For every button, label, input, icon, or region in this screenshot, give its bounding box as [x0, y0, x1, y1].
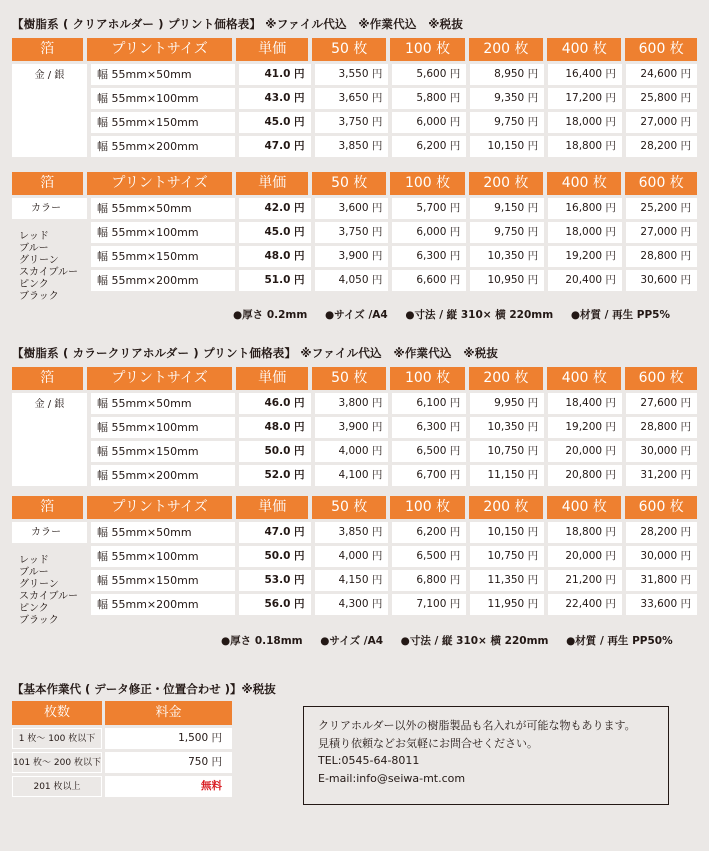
header-qty-400: 400 枚 — [547, 367, 621, 390]
foil-cell — [12, 198, 87, 302]
header-qty-600: 600 枚 — [625, 172, 697, 195]
table-row — [91, 522, 697, 543]
note-material: ●材質 / 再生 PP50% — [566, 635, 673, 647]
price-400: 18,800 円 — [548, 522, 622, 543]
price-50: 3,900 円 — [315, 246, 389, 267]
table-row — [91, 441, 697, 462]
price-100: 6,700 円 — [392, 465, 466, 486]
price-100: 6,100 円 — [392, 393, 466, 414]
note-size: ●サイズ /A4 — [320, 635, 384, 647]
foil-cell — [12, 522, 87, 626]
print-size: 幅 55mm×150mm — [91, 570, 235, 591]
price-100: 6,300 円 — [392, 246, 466, 267]
table-row — [91, 465, 697, 486]
price-200: 9,750 円 — [470, 112, 544, 133]
price-400: 19,200 円 — [548, 246, 622, 267]
header-foil: 箔 — [12, 367, 83, 390]
price-200: 8,950 円 — [470, 64, 544, 85]
email-address: E-mail:info@seiwa-mt.com — [318, 771, 466, 785]
header-print-size: プリントサイズ — [87, 172, 233, 195]
foil-cell — [12, 64, 87, 157]
price-600: 28,800 円 — [626, 246, 697, 267]
header-qty-400: 400 枚 — [547, 172, 621, 195]
unit-price: 42.0 円 — [239, 198, 310, 219]
price-200: 10,150 円 — [470, 136, 544, 157]
price-100: 6,600 円 — [392, 270, 466, 291]
header-qty-200: 200 枚 — [469, 172, 543, 195]
price-400: 19,200 円 — [548, 417, 622, 438]
foil-type: カラー レッド ブルー グリーン スカイブルー ピンク ブラック — [12, 522, 87, 627]
header-qty-400: 400 枚 — [547, 38, 621, 61]
table-header — [12, 38, 697, 61]
unit-price: 53.0 円 — [239, 570, 310, 591]
basic-work-header — [12, 701, 232, 725]
contact-info-box — [303, 706, 669, 805]
price-table — [12, 38, 697, 160]
fee-value-free: 無料 — [105, 776, 232, 797]
table-row — [91, 136, 697, 157]
price-400: 18,000 円 — [548, 112, 622, 133]
price-200: 9,150 円 — [470, 198, 544, 219]
price-50: 3,600 円 — [315, 198, 389, 219]
print-size: 幅 55mm×100mm — [91, 546, 235, 567]
header-qty-200: 200 枚 — [469, 38, 543, 61]
unit-price: 46.0 円 — [239, 393, 310, 414]
price-200: 10,950 円 — [470, 270, 544, 291]
section2-title: 【樹脂系 ( カラークリアホルダー ) プリント価格表】 ※ファイル代込 ※作業代込 ※税抜 — [12, 346, 499, 360]
print-size: 幅 55mm×200mm — [91, 270, 235, 291]
price-100: 6,500 円 — [392, 546, 466, 567]
price-50: 3,850 円 — [315, 522, 389, 543]
print-size: 幅 55mm×50mm — [91, 393, 235, 414]
print-size: 幅 55mm×150mm — [91, 112, 235, 133]
header-print-size: プリントサイズ — [87, 496, 233, 519]
quantity-range: 201 枚以上 — [12, 776, 102, 797]
header-qty-400: 400 枚 — [547, 496, 621, 519]
header-unit-price: 単価 — [236, 172, 308, 195]
quantity-range: 101 枚〜 200 枚以下 — [12, 752, 102, 773]
price-50: 4,000 円 — [315, 441, 389, 462]
foil-cell — [12, 393, 87, 486]
price-200: 11,150 円 — [470, 465, 544, 486]
print-size: 幅 55mm×150mm — [91, 246, 235, 267]
foil-type: 金 / 銀 — [34, 399, 65, 410]
header-qty-50: 50 枚 — [312, 496, 386, 519]
price-600: 30,600 円 — [626, 270, 697, 291]
header-qty-100: 100 枚 — [390, 496, 464, 519]
note-dimension: ●寸法 / 縦 310× 横 220mm — [405, 309, 554, 321]
print-size: 幅 55mm×50mm — [91, 64, 235, 85]
price-400: 20,400 円 — [548, 270, 622, 291]
basic-work-table — [12, 701, 232, 797]
price-100: 6,200 円 — [392, 522, 466, 543]
price-200: 9,750 円 — [470, 222, 544, 243]
unit-price: 45.0 円 — [239, 222, 310, 243]
unit-price: 51.0 円 — [239, 270, 310, 291]
table-header — [12, 367, 697, 390]
price-600: 28,200 円 — [626, 136, 697, 157]
unit-price: 50.0 円 — [239, 546, 310, 567]
header-qty-200: 200 枚 — [469, 367, 543, 390]
header-qty-100: 100 枚 — [390, 38, 464, 61]
print-size: 幅 55mm×200mm — [91, 136, 235, 157]
price-100: 6,300 円 — [392, 417, 466, 438]
price-50: 3,550 円 — [315, 64, 389, 85]
price-400: 18,800 円 — [548, 136, 622, 157]
unit-price: 41.0 円 — [239, 64, 310, 85]
print-size: 幅 55mm×100mm — [91, 88, 235, 109]
price-50: 3,800 円 — [315, 393, 389, 414]
unit-price: 47.0 円 — [239, 136, 310, 157]
unit-price: 47.0 円 — [239, 522, 310, 543]
header-print-size: プリントサイズ — [87, 38, 233, 61]
table-row — [91, 88, 697, 109]
header-unit-price: 単価 — [236, 496, 308, 519]
header-qty-50: 50 枚 — [312, 38, 386, 61]
price-400: 16,800 円 — [548, 198, 622, 219]
spec-notes — [233, 307, 670, 322]
price-600: 25,800 円 — [626, 88, 697, 109]
basic-work-title: 【基本作業代 ( データ修正・位置合わせ )】※税抜 — [12, 682, 276, 696]
price-table — [12, 496, 697, 626]
header-qty-200: 200 枚 — [469, 496, 543, 519]
quantity-range: 1 枚〜 100 枚以下 — [12, 728, 102, 749]
print-size: 幅 55mm×50mm — [91, 522, 235, 543]
note-thickness: ●厚さ 0.2mm — [233, 309, 308, 321]
unit-price: 45.0 円 — [239, 112, 310, 133]
print-size: 幅 55mm×200mm — [91, 594, 235, 615]
header-qty-100: 100 枚 — [390, 172, 464, 195]
table-row — [91, 393, 697, 414]
price-100: 7,100 円 — [392, 594, 466, 615]
spec-notes — [221, 633, 673, 648]
info-line: クリアホルダー以外の樹脂製品も名入れが可能な物もあります。 — [318, 719, 636, 732]
table-row — [91, 222, 697, 243]
price-200: 11,950 円 — [470, 594, 544, 615]
print-size: 幅 55mm×50mm — [91, 198, 235, 219]
price-600: 27,000 円 — [626, 222, 697, 243]
price-100: 6,500 円 — [392, 441, 466, 462]
price-600: 25,200 円 — [626, 198, 697, 219]
header-qty-50: 50 枚 — [312, 172, 386, 195]
header-qty-600: 600 枚 — [625, 367, 697, 390]
unit-price: 52.0 円 — [239, 465, 310, 486]
table-row — [91, 546, 697, 567]
price-400: 22,400 円 — [548, 594, 622, 615]
table-row — [12, 728, 232, 749]
price-600: 27,000 円 — [626, 112, 697, 133]
note-material: ●材質 / 再生 PP5% — [570, 309, 671, 321]
header-unit-price: 単価 — [236, 38, 308, 61]
price-50: 3,850 円 — [315, 136, 389, 157]
price-600: 33,600 円 — [626, 594, 697, 615]
price-600: 28,200 円 — [626, 522, 697, 543]
price-50: 4,000 円 — [315, 546, 389, 567]
price-400: 20,000 円 — [548, 441, 622, 462]
fee-value: 1,500 円 — [105, 728, 232, 749]
section1-title: 【樹脂系 ( クリアホルダー ) プリント価格表】 ※ファイル代込 ※作業代込 ※税抜 — [12, 17, 464, 31]
table-header — [12, 496, 697, 519]
price-600: 27,600 円 — [626, 393, 697, 414]
header-qty-50: 50 枚 — [312, 367, 386, 390]
price-table — [12, 172, 697, 302]
table-header — [12, 172, 697, 195]
price-400: 18,000 円 — [548, 222, 622, 243]
print-size: 幅 55mm×100mm — [91, 417, 235, 438]
price-50: 4,150 円 — [315, 570, 389, 591]
price-50: 4,300 円 — [315, 594, 389, 615]
header-qty-100: 100 枚 — [390, 367, 464, 390]
note-dimension: ●寸法 / 縦 310× 横 220mm — [400, 635, 549, 647]
table-row — [91, 594, 697, 615]
header-foil: 箔 — [12, 38, 83, 61]
price-400: 18,400 円 — [548, 393, 622, 414]
header-unit-price: 単価 — [236, 367, 308, 390]
price-50: 3,750 円 — [315, 222, 389, 243]
price-400: 20,800 円 — [548, 465, 622, 486]
price-100: 6,800 円 — [392, 570, 466, 591]
price-100: 6,200 円 — [392, 136, 466, 157]
header-qty-600: 600 枚 — [625, 496, 697, 519]
table-row — [91, 198, 697, 219]
table-row — [91, 270, 697, 291]
price-600: 24,600 円 — [626, 64, 697, 85]
foil-type: 金 / 銀 — [34, 70, 65, 81]
price-200: 9,950 円 — [470, 393, 544, 414]
price-200: 10,750 円 — [470, 546, 544, 567]
header-print-size: プリントサイズ — [87, 367, 233, 390]
price-table — [12, 367, 697, 489]
price-600: 30,000 円 — [626, 546, 697, 567]
price-100: 6,000 円 — [392, 222, 466, 243]
print-size: 幅 55mm×150mm — [91, 441, 235, 462]
price-50: 3,650 円 — [315, 88, 389, 109]
header-foil: 箔 — [12, 172, 83, 195]
print-size: 幅 55mm×100mm — [91, 222, 235, 243]
price-400: 21,200 円 — [548, 570, 622, 591]
price-100: 6,000 円 — [392, 112, 466, 133]
table-row — [91, 246, 697, 267]
price-100: 5,600 円 — [392, 64, 466, 85]
note-thickness: ●厚さ 0.18mm — [221, 635, 303, 647]
note-size: ●サイズ /A4 — [324, 309, 388, 321]
price-50: 4,050 円 — [315, 270, 389, 291]
price-600: 30,000 円 — [626, 441, 697, 462]
price-100: 5,700 円 — [392, 198, 466, 219]
table-row — [91, 64, 697, 85]
price-200: 11,350 円 — [470, 570, 544, 591]
price-200: 9,350 円 — [470, 88, 544, 109]
header-qty-600: 600 枚 — [625, 38, 697, 61]
header-fee: 料金 — [105, 701, 232, 725]
price-100: 5,800 円 — [392, 88, 466, 109]
print-size: 幅 55mm×200mm — [91, 465, 235, 486]
price-200: 10,750 円 — [470, 441, 544, 462]
foil-type: カラー レッド ブルー グリーン スカイブルー ピンク ブラック — [12, 198, 87, 303]
price-200: 10,350 円 — [470, 417, 544, 438]
price-400: 16,400 円 — [548, 64, 622, 85]
table-row — [91, 570, 697, 591]
table-row — [12, 776, 232, 797]
price-600: 31,200 円 — [626, 465, 697, 486]
unit-price: 56.0 円 — [239, 594, 310, 615]
price-50: 4,100 円 — [315, 465, 389, 486]
table-row — [12, 752, 232, 773]
unit-price: 50.0 円 — [239, 441, 310, 462]
unit-price: 43.0 円 — [239, 88, 310, 109]
price-400: 20,000 円 — [548, 546, 622, 567]
price-600: 31,800 円 — [626, 570, 697, 591]
phone-number: TEL:0545-64-8011 — [318, 754, 420, 767]
price-50: 3,900 円 — [315, 417, 389, 438]
price-200: 10,350 円 — [470, 246, 544, 267]
unit-price: 48.0 円 — [239, 246, 310, 267]
header-foil: 箔 — [12, 496, 83, 519]
price-50: 3,750 円 — [315, 112, 389, 133]
price-400: 17,200 円 — [548, 88, 622, 109]
unit-price: 48.0 円 — [239, 417, 310, 438]
table-row — [91, 417, 697, 438]
header-quantity: 枚数 — [12, 701, 102, 725]
fee-value: 750 円 — [105, 752, 232, 773]
info-line: 見積り依頼などお気軽にお問合せください。 — [318, 736, 538, 750]
price-600: 28,800 円 — [626, 417, 697, 438]
price-200: 10,150 円 — [470, 522, 544, 543]
table-row — [91, 112, 697, 133]
